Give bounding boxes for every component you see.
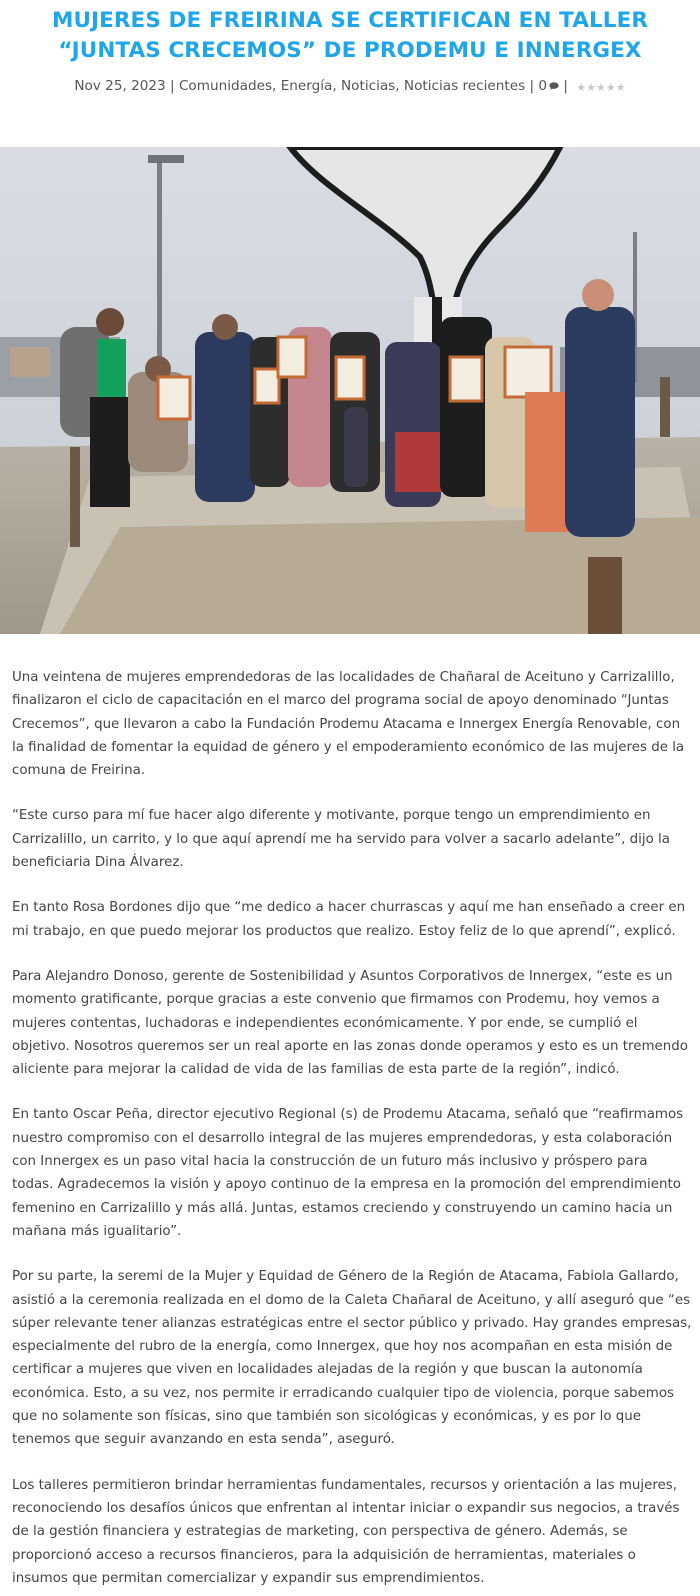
- comment-count: 0: [538, 78, 548, 94]
- paragraph: Por su parte, la seremi de la Mujer y Equidad de Género de la Región de Atacama, Fabiola Gallardo, asistió a la ceremonia realizada en el domo de la Caleta Chañaral de Aceituno, y allí aseguró que “es súper relevante tener alianzas estratégicas entre el sector público y privado. Hay grandes empresas, especialmente del rubro de la energía, como Innergex, que hoy nos acompañan en esta misión de certificar a mujeres que viven en localidades alejadas de la región y que buscan la autonomía económica. Esto, a su vez, nos permite ir erradicando cualquier tipo de violencia, porque sabemos que no solamente son físicas, sino que también son sicológicas y económicas, y es por lo que tenemos que seguir avanzando en esta senda”, aseguró.: [12, 1269, 692, 1448]
- comments-link[interactable]: [538, 78, 559, 94]
- meta-separator: |: [165, 78, 179, 94]
- rating-stars: [576, 77, 625, 98]
- paragraph: En tanto Rosa Bordones dijo que “me dedico a hacer churrascas y aquí me han enseñado a creer en mi trabajo, en que puedo mejorar los productos que realizo. Estoy feliz de lo que aprendí”, explicó.: [12, 900, 686, 939]
- paragraph: En tanto Oscar Peña, director ejecutivo Regional (s) de Prodemu Atacama, señaló que “reafirmamos nuestro compromiso con el desarrollo integral de las mujeres emprendedoras, y esta colaboración con Innergex es un paso vital hacia la construcción de un futuro más inclusivo y próspero para todas. Agradecemos la visión y apoyo continuo de la empresa en la promoción del emprendimiento femenino en Carrizalillo y más allá. Juntas, estamos creciendo y construyendo un camino hacia un mañana más igualitario”.: [12, 1107, 684, 1239]
- star-icon: ★: [576, 81, 587, 94]
- star-icon: ★: [615, 81, 626, 94]
- group-photo: [0, 147, 700, 634]
- category-link-noticias[interactable]: Noticias: [341, 78, 396, 94]
- star-icon: ★: [605, 81, 616, 94]
- post-content: [12, 666, 692, 1596]
- post-title: MUJERES DE FREIRINA SE CERTIFICAN EN TALLER “JUNTAS CRECEMOS” DE PRODEMU E INNERGEX: [51, 8, 649, 63]
- paragraph: Para Alejandro Donoso, gerente de Sostenibilidad y Asuntos Corporativos de Innergex, “este es un momento gratificante, porque gracias a este convenio que firmamos con Prodemu, hoy vemos a mujeres contentas, luchadoras e independientes económicamente. Y por ende, se cumplió el objetivo. Nosotros queremos ser un real aporte en las zonas donde operamos y esto es un tremendo aliciente para mejorar la calidad de vida de las familias de esta parte de la región”, indicó.: [12, 968, 688, 1078]
- paragraph: Los talleres permitieron brindar herramientas fundamentales, recursos y orientación a las mujeres, reconociendo los desafíos únicos que enfrentan al intentar iniciar o expandir sus negocios, a través de la gestión financiera y estrategias de marketing, con perspectiva de género. Además, se proporcionó acceso a recursos financieros, para la adquisición de herramientas, materiales o insumos que permitan comercializar y expandir sus emprendimientos.: [12, 1477, 680, 1586]
- paragraph: “Este curso para mí fue hacer algo diferente y motivante, porque tengo un emprendimiento en Carrizalillo, un carrito, y lo que aquí aprendí me ha servido para volver a sacarlo adelante”, dijo la beneficiaria Dina Álvarez.: [12, 808, 670, 871]
- star-icon: ★: [586, 81, 597, 94]
- paragraph: Una veintena de mujeres emprendedoras de las localidades de Chañaral de Aceituno y Carrizalillo, finalizaron el ciclo de capacitación en el marco del programa social de apoyo denominado “Juntas Crecemos”, que llevaron a cabo la Fundación Prodemu Atacama e Innergex Energía Renovable, con la finalidad de fomentar la equidad de género y el empoderamiento económico de las mujeres de la comuna de Freirina.: [12, 670, 685, 779]
- speech-bubble-icon: [549, 82, 559, 90]
- category-link-comunidades[interactable]: Comunidades: [178, 78, 273, 94]
- star-icon: ★: [596, 81, 606, 94]
- post-meta: Nov 25, 2023 | Comunidades, Energía, Noticias, Noticias recientes | 0 | ★★★★★: [0, 76, 700, 98]
- meta-separator: |: [559, 78, 573, 94]
- post-header: [0, 6, 700, 98]
- category-link-noticias-recientes[interactable]: Noticias recientes: [403, 78, 526, 94]
- featured-image: [0, 147, 700, 634]
- meta-separator: |: [525, 78, 539, 94]
- post-date: Nov 25, 2023: [74, 78, 166, 94]
- category-link-energia[interactable]: Energía: [280, 78, 333, 94]
